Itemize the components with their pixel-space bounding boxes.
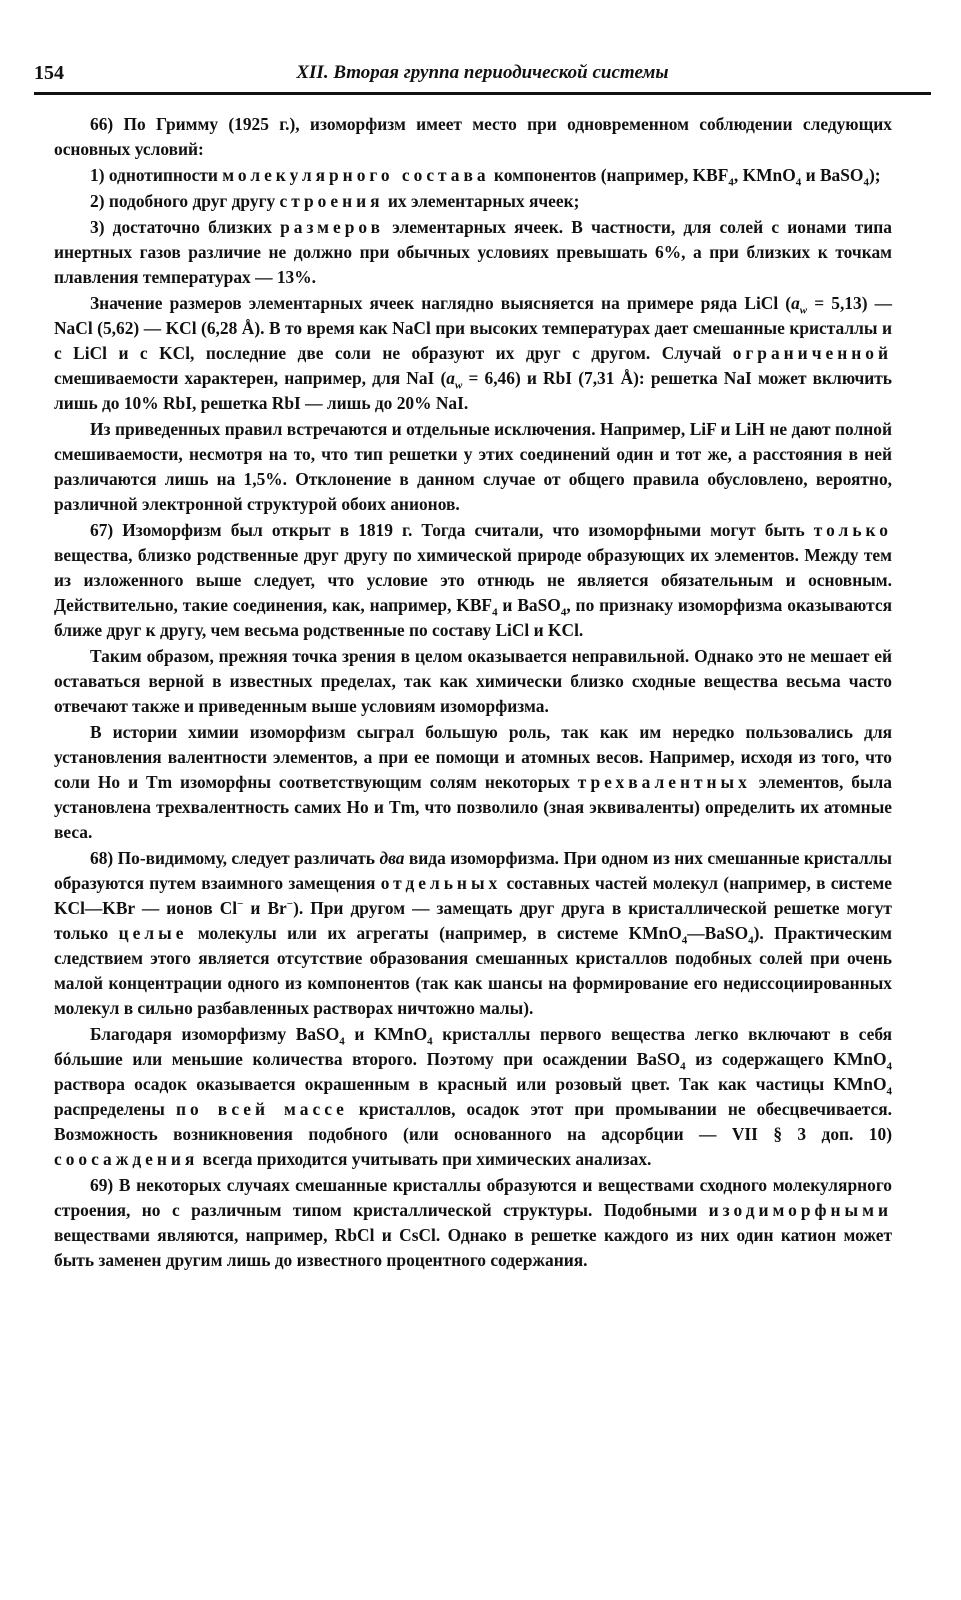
spaced-emphasis: ограниченной [732, 343, 892, 363]
text-run: ); [868, 165, 881, 185]
text-run: ). Практическим следствием этого является отсутствие образования смешанных кристаллов подобных солей при очень малой концентрации одного из компонентов (так как шансы на формирование его недиссоциированных молекул в сильно разбавленных растворах ничтожно малы). [54, 923, 892, 1018]
page-header [34, 56, 931, 95]
subscript: 4 [427, 1035, 433, 1048]
subscript: 4 [560, 606, 567, 619]
text-run: В истории химии изоморфизм сыграл большую роль, так как им нередко пользовались для установления валентности элементов, а при ее помощи и атомных весов. Например, исходя из того, что соли Ho и Tm изоморфны соответствующим солям некоторых [54, 722, 892, 792]
text-run: , KMnO [733, 165, 796, 185]
subscript: 4 [886, 1085, 892, 1098]
text-run: и BaSO [497, 595, 561, 615]
text-run: кристаллы первого вещества легко включают в себя бóльшие или меньшие количества второго. Поэтому при осаждении BaSO [54, 1024, 892, 1069]
spaced-emphasis: изодиморфными [708, 1200, 892, 1220]
text-run: Значение размеров элементарных ячеек наглядно выясняется на примере ряда LiCl ( [90, 293, 792, 313]
spaced-emphasis: строения [279, 191, 384, 211]
text-run: элементарных ячеек. В частности, для солей с ионами типа инертных газов различие не должно при обычных условиях превышать 6%, а при близких к точкам плавления температурах — 13%. [54, 217, 892, 287]
text-run: Благодаря изоморфизму BaSO [90, 1024, 340, 1044]
text-run: 67) Изоморфизм был открыт в 1819 г. Тогда считали, что изоморфными могут быть [90, 520, 814, 540]
subscript: 4 [681, 934, 688, 947]
text-run: a [446, 368, 455, 388]
spaced-emphasis: отдельных [380, 873, 502, 893]
text-run: a [791, 293, 800, 313]
paragraph-condition-2 [54, 189, 892, 214]
text-run: = 5,13) — NaCl (5,62) — KCl (6,28 Å). В то время как NaCl при высоких температурах дает смешанные кристаллы и с LiCl и с KCl, последние две соли не образуют их друг с другом. Случай [54, 293, 892, 363]
page-number: 154 [34, 62, 64, 84]
paragraph-67 [54, 518, 892, 643]
text-run: их элементарных ячеек; [383, 191, 580, 211]
text-run: , по признаку изоморфизма оказываются ближе друг к другу, чем весьма родственные по составу LiCl и KCl. [54, 595, 892, 640]
text-run: и BaSO [801, 165, 864, 185]
spaced-emphasis: по всей массе [175, 1099, 348, 1119]
paragraph-cell-size [54, 291, 892, 416]
text-run: вещества, близко родственные друг другу по химической природе образующих их элементов. Между тем из изложенного выше следует, что условие это отнюдь не является обязательным и основным. Действительно, такие соединения, как, например, KBF [54, 545, 892, 615]
subscript: 4 [748, 934, 754, 947]
spaced-emphasis: целые [118, 923, 188, 943]
subscript: 4 [886, 1060, 892, 1073]
spaced-emphasis: размеров [280, 217, 385, 237]
spaced-emphasis: только [813, 520, 892, 540]
spaced-emphasis: соосаждения [54, 1149, 199, 1169]
text-run: раствора осадок оказывается окрашенным в красный или розовый цвет. Так как частицы KMnO [54, 1074, 887, 1094]
text-run: кристаллов, осадок этот при промывании не обесцвечивается. Возможность возникновения подобного (или основанного на адсорбции — VII § 3 доп. 10) [54, 1099, 892, 1144]
paragraph-69 [54, 1173, 892, 1273]
spaced-emphasis: молекулярного состава [222, 165, 490, 185]
text-run: 1) однотипности [90, 165, 223, 185]
text-run: составных частей молекул (например, в системе KCl—KBr — ионов Cl [54, 873, 892, 918]
paragraph-condition-3 [54, 215, 892, 290]
subscript: w [799, 304, 808, 317]
subscript: 4 [339, 1035, 345, 1048]
subscript: 4 [680, 1060, 686, 1073]
text-run: 66) По Гримму (1925 г.), изоморфизм имеет место при одновременном соблюдении следующих основных условий: [54, 114, 892, 159]
subscript: w [454, 379, 463, 392]
subscript: 4 [863, 176, 869, 189]
text-run: и KMnO [344, 1024, 428, 1044]
paragraph-history [54, 720, 892, 845]
paragraph-exceptions [54, 417, 892, 517]
spaced-emphasis: трехвалентных [577, 772, 751, 792]
text-run: молекулы или их агрегаты (например, в системе KMnO [187, 923, 682, 943]
text-run: ). При другом — замещать друг друга в кристаллической решетке могут только [54, 898, 892, 943]
text-run: компонентов (например, KBF [489, 165, 729, 185]
superscript: − [286, 898, 294, 911]
body-text [54, 112, 892, 1274]
text-run: 68) По-видимому, следует различать [90, 848, 380, 868]
text-run: всегда приходится учитывать при химических анализах. [198, 1149, 652, 1169]
text-run: элементов, была установлена трехвалентность самих Ho и Tm, что позволило (зная эквиваленты) определить их атомные веса. [54, 772, 892, 842]
text-run: 3) достаточно близких [90, 217, 281, 237]
text-run: и Br [243, 898, 287, 918]
text-run: Таким образом, прежняя точка зрения в целом оказывается неправильной. Однако это не мешает ей оставаться верной в известных пределах, так как химически близко сходные вещества весьма часто отвечают также и приведенным выше условиям изоморфизма. [54, 646, 892, 716]
text-run: Из приведенных правил встречаются и отдельные исключения. Например, LiF и LiH не дают полной смешиваемости, несмотря на то, что тип решетки у этих соединений один и тот же, а расстояния в ней различаются лишь на 1,5%. Отклонение в данном случае от общего правила обусловлено, вероятно, различной электронной структурой обоих анионов. [54, 419, 892, 514]
subscript: 4 [728, 176, 734, 189]
text-run: два [379, 848, 405, 868]
text-run: смешиваемости характерен, например, для NaI ( [54, 368, 447, 388]
paragraph-condition-1 [54, 163, 892, 188]
paragraph-66 [54, 112, 892, 162]
running-title: XII. Вторая группа периодической системы [296, 62, 669, 83]
text-run: —BaSO [687, 923, 749, 943]
subscript: 4 [492, 606, 498, 619]
superscript: − [237, 898, 244, 911]
text-run: вида изоморфизма. При одном из них смешанные кристаллы образуются путем взаимного замещения [54, 848, 892, 893]
paragraph-old-view [54, 644, 892, 719]
paragraph-68 [54, 846, 892, 1021]
text-run: 2) подобного друг другу [90, 191, 280, 211]
paragraph-baso4-kmno4 [54, 1022, 892, 1172]
text-run: из содержащего KMnO [685, 1049, 887, 1069]
subscript: 4 [795, 176, 802, 189]
text-run: = 6,46) и RbI (7,31 Å): решетка NaI может включить лишь до 10% RbI, решетка RbI — лишь до 20% NaI. [54, 368, 893, 413]
text-run: 69) В некоторых случаях смешанные кристаллы образуются и веществами сходного молекулярного строения, но с различным типом кристаллической структуры. Подобными [54, 1175, 892, 1220]
text-run: веществами являются, например, RbCl и CsCl. Однако в решетке каждого из них один катион может быть заменен другим лишь до известного процентного содержания. [54, 1225, 892, 1270]
text-run: распределены [54, 1099, 176, 1119]
